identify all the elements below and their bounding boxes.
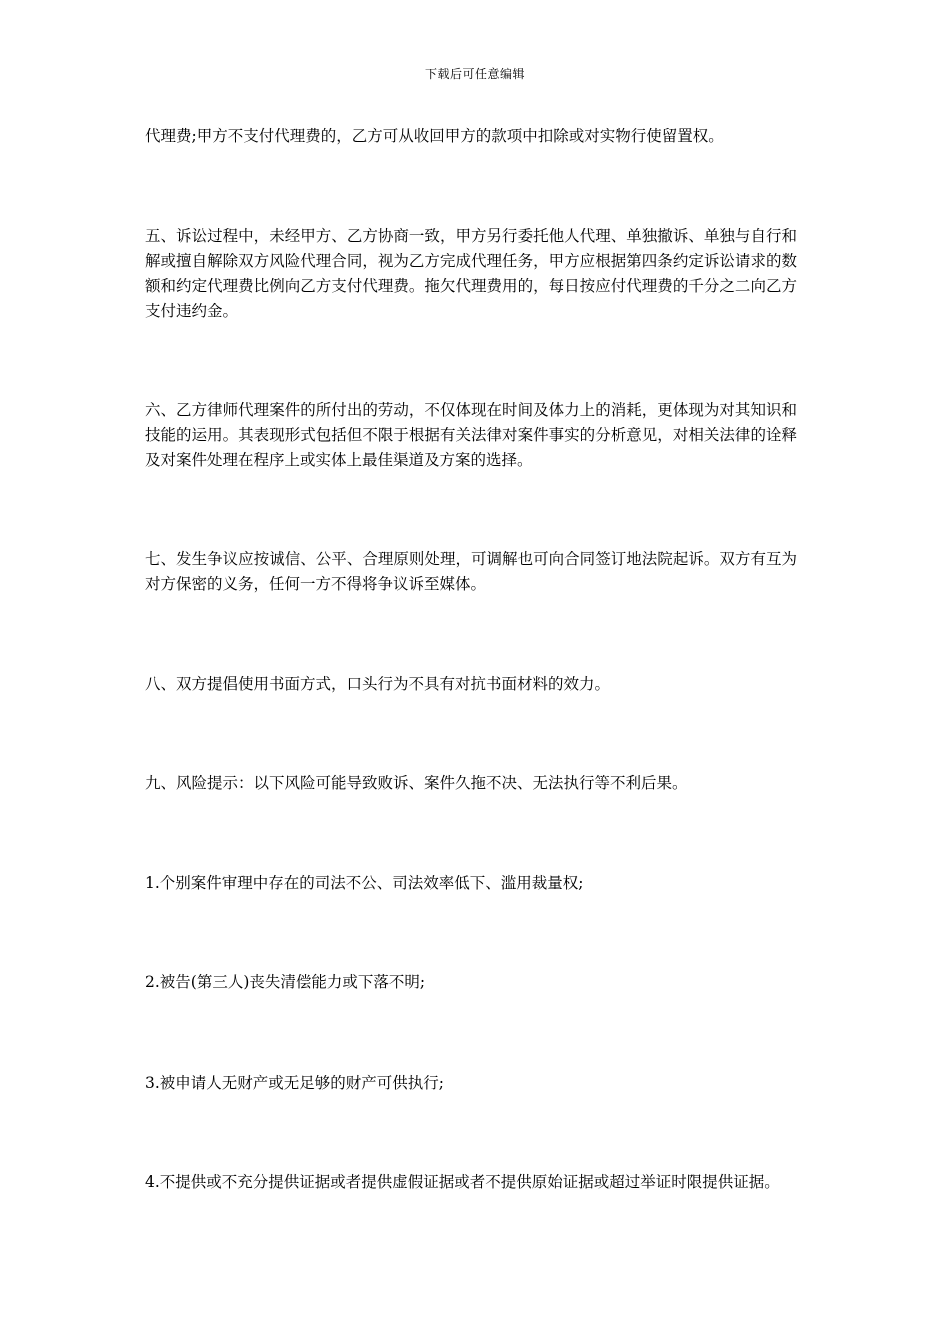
paragraph-clause-8: 八、双方提倡使用书面方式，口头行为不具有对抗书面材料的效力。 xyxy=(145,675,611,693)
paragraph-risk-1: 1.个别案件审理中存在的司法不公、司法效率低下、滥用裁量权; xyxy=(145,874,584,892)
paragraph-risk-2: 2.被告(第三人)丧失清偿能力或下落不明; xyxy=(145,973,426,991)
paragraph-clause-9: 九、风险提示：以下风险可能导致败诉、案件久拖不决、无法执行等不利后果。 xyxy=(145,774,688,792)
paragraph-clause-7: 七、发生争议应按诚信、公平、合理原则处理，可调解也可向合同签订地法院起诉。双方有互为对方保密的义务，任何一方不得将争议诉至媒体。 xyxy=(145,550,797,593)
header-note: 下载后可任意编辑 xyxy=(424,67,525,81)
paragraph-retention-right: 代理费;甲方不支付代理费的，乙方可从收回甲方的款项中扣除或对实物行使留置权。 xyxy=(145,127,724,145)
paragraph-clause-6: 六、乙方律师代理案件的所付出的劳动，不仅体现在时间及体力上的消耗，更体现为对其知识和技能的运用。其表现形式包括但不限于根据有关法律对案件事实的分析意见，对相关法律的诠释及对案件处理在程序上或实体上最佳渠道及方案的选择。 xyxy=(145,401,797,469)
paragraph-clause-5: 五、诉讼过程中，未经甲方、乙方协商一致，甲方另行委托他人代理、单独撤诉、单独与自行和解或擅自解除双方风险代理合同，视为乙方完成代理任务，甲方应根据第四条约定诉讼请求的数额和约定代理费比例向乙方支付代理费。拖欠代理费用的，每日按应付代理费的千分之二向乙方支付违约金。 xyxy=(145,227,797,320)
paragraph-risk-3: 3.被申请人无财产或无足够的财产可供执行; xyxy=(145,1074,445,1092)
paragraph-risk-4: 4.不提供或不充分提供证据或者提供虚假证据或者不提供原始证据或超过举证时限提供证据。 xyxy=(145,1173,780,1191)
